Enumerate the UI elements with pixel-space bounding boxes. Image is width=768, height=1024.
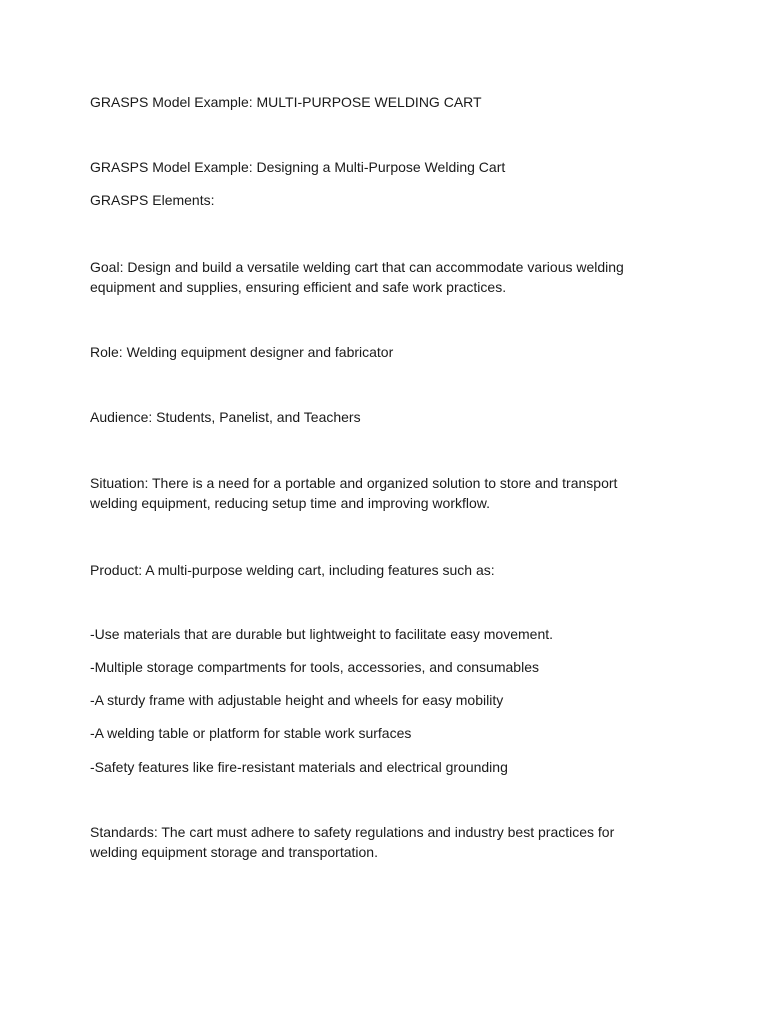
situation-paragraph: Situation: There is a need for a portable and organized solution to store and transport welding equipment, reducing setup time and improving workflow. [90, 475, 618, 511]
document-subtitle: GRASPS Model Example: Designing a Multi-Purpose Welding Cart [90, 159, 506, 175]
feature-item: -A welding table or platform for stable work surfaces [90, 725, 412, 741]
goal-paragraph: Goal: Design and build a versatile welding cart that can accommodate various welding equipment and supplies, ensuring efficient and safe work practices. [90, 259, 624, 295]
elements-heading: GRASPS Elements: [90, 192, 215, 208]
role-paragraph: Role: Welding equipment designer and fabricator [90, 344, 394, 360]
feature-item: -Safety features like fire-resistant materials and electrical grounding [90, 759, 508, 775]
product-paragraph: Product: A multi-purpose welding cart, including features such as: [90, 562, 495, 578]
standards-paragraph: Standards: The cart must adhere to safety regulations and industry best practices for welding equipment storage and transportation. [90, 824, 615, 860]
feature-item: -Multiple storage compartments for tools, accessories, and consumables [90, 659, 539, 675]
audience-paragraph: Audience: Students, Panelist, and Teachers [90, 409, 361, 425]
feature-item: -A sturdy frame with adjustable height and wheels for easy mobility [90, 692, 504, 708]
feature-item: -Use materials that are durable but lightweight to facilitate easy movement. [90, 626, 554, 642]
document-title: GRASPS Model Example: MULTI-PURPOSE WELDING CART [90, 94, 482, 110]
